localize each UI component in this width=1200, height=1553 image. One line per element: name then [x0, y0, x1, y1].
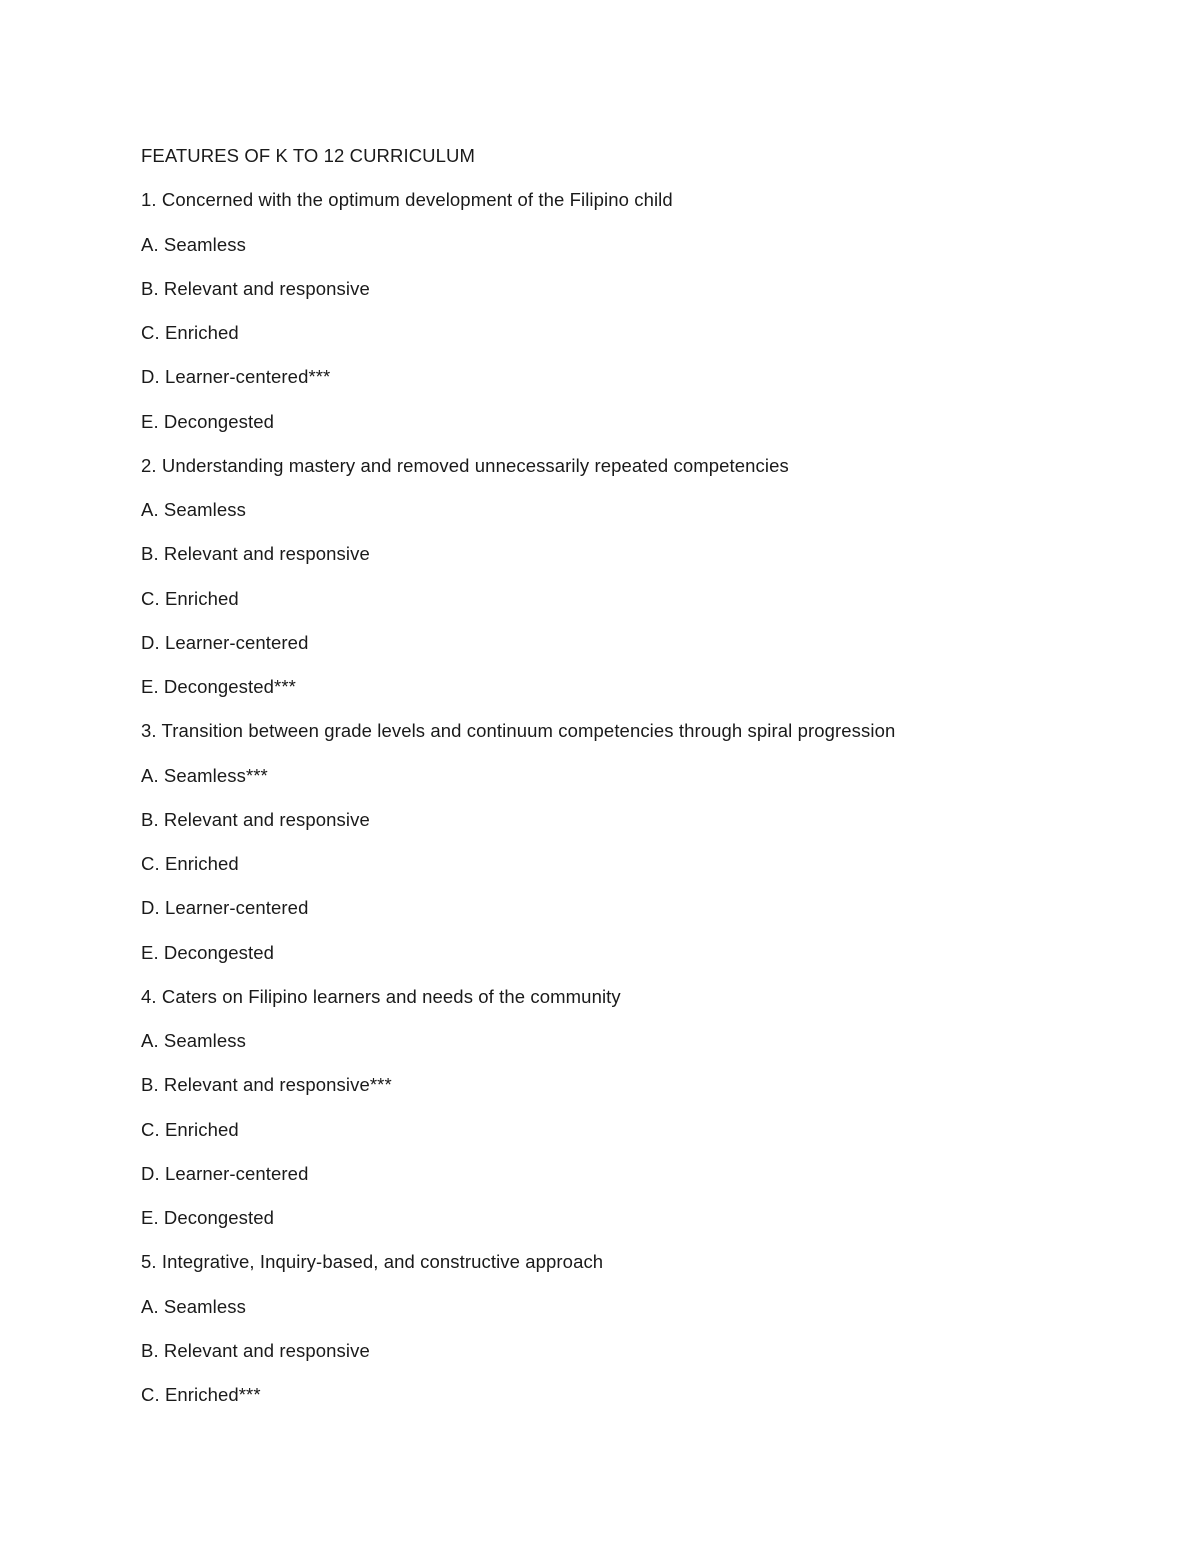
option-line: D. Learner-centered	[141, 631, 309, 653]
option-line: A. Seamless	[141, 499, 246, 520]
option-line: D. Learner-centered	[141, 1162, 309, 1184]
option-line: C. Enriched	[141, 322, 239, 343]
question-3: 3. Transition between grade levels and continuum competencies through spiral progression	[141, 720, 896, 742]
question-1: 1. Concerned with the optimum development of the Filipino child	[141, 189, 673, 211]
document-title: FEATURES OF K TO 12 CURRICULUM	[141, 145, 475, 166]
option-line: C. Enriched***	[141, 1384, 261, 1405]
option-line: B. Relevant and responsive***	[141, 1074, 392, 1096]
option-line: B. Relevant and responsive	[141, 277, 370, 299]
option-line: A. Seamless***	[141, 764, 268, 786]
document-body	[141, 143, 1141, 1426]
option-line: A. Seamless	[141, 1030, 246, 1051]
option-line: A. Seamless	[141, 233, 246, 255]
option-line: A. Seamless	[141, 1295, 246, 1317]
option-line: D. Learner-centered	[141, 897, 309, 919]
option-line: E. Decongested	[141, 410, 275, 432]
option-line: E. Decongested***	[141, 676, 296, 697]
question-4: 4. Caters on Filipino learners and needs of the community	[141, 985, 621, 1007]
option-line: C. Enriched	[141, 1118, 239, 1140]
option-line: C. Enriched	[141, 853, 239, 874]
option-line: D. Learner-centered***	[141, 366, 331, 388]
option-line: B. Relevant and responsive	[141, 543, 370, 565]
question-2: 2. Understanding mastery and removed unnecessarily repeated competencies	[141, 454, 789, 476]
option-line: B. Relevant and responsive	[141, 808, 370, 830]
option-line: E. Decongested	[141, 941, 275, 963]
option-line: E. Decongested	[141, 1207, 275, 1228]
option-line: B. Relevant and responsive	[141, 1339, 370, 1361]
option-line: C. Enriched	[141, 587, 239, 609]
question-5: 5. Integrative, Inquiry-based, and constructive approach	[141, 1251, 604, 1273]
